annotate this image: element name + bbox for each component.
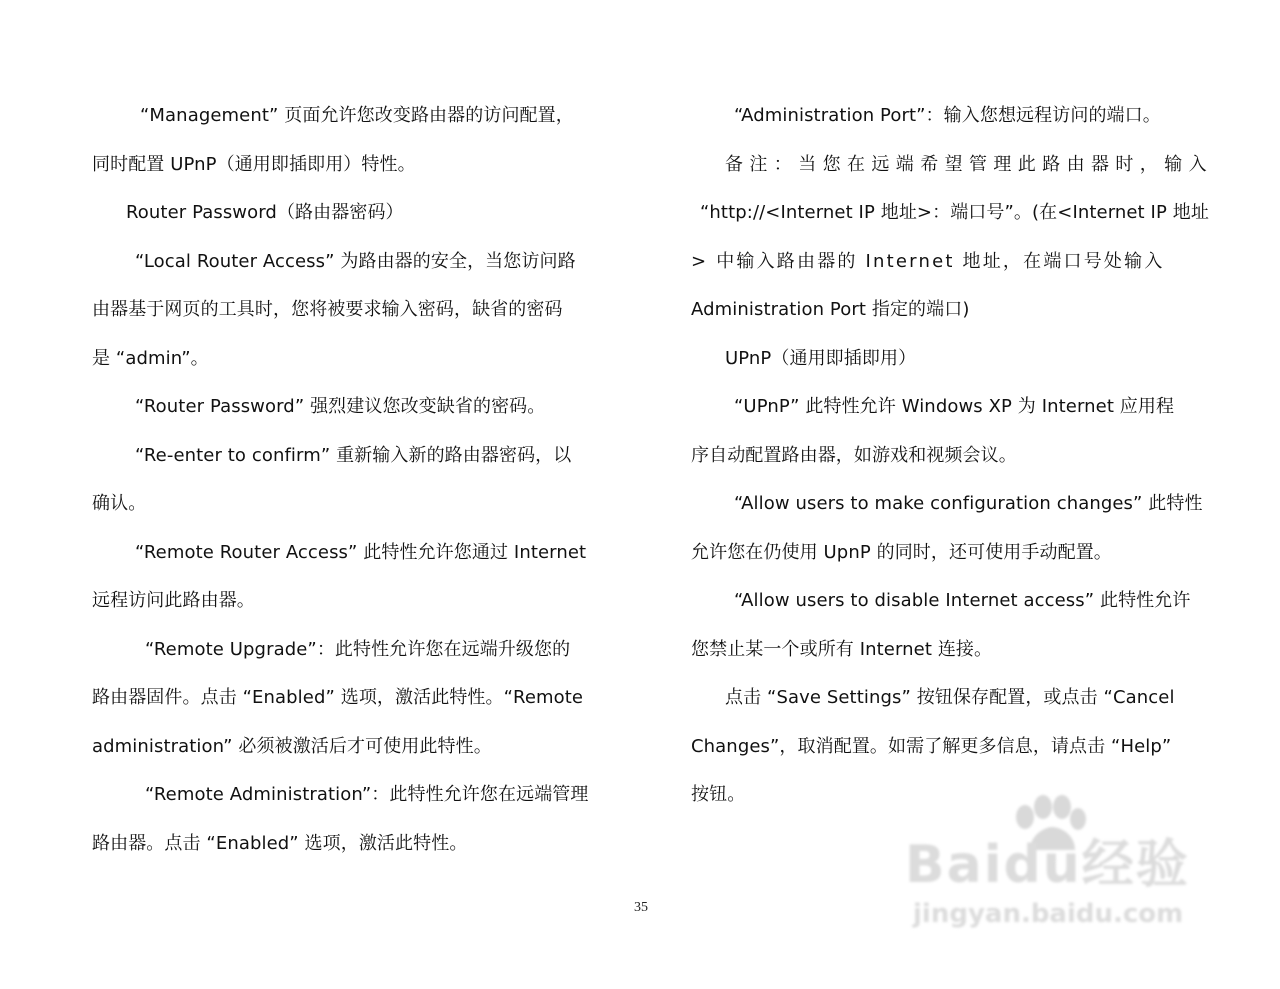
paragraph-line: “Router Password” 强烈建议您改变缺省的密码。 <box>135 396 546 417</box>
paragraph-line: 序自动配置路由器，如游戏和视频会议。 <box>691 445 1017 466</box>
paragraph-line: “Management” 页面允许您改变路由器的访问配置， <box>140 105 574 126</box>
paragraph-line: 按钮。 <box>691 784 746 805</box>
paragraph-line: “Remote Administration”：此特性允许您在远端管理 <box>145 784 589 805</box>
paragraph-line: “Local Router Access” 为路由器的安全，当您访问路 <box>135 251 576 272</box>
paragraph-line: Administration Port 指定的端口) <box>691 299 970 320</box>
paragraph-line: 允许您在仍使用 UpnP 的同时，还可使用手动配置。 <box>691 542 1112 563</box>
paragraph-line: 您禁止某一个或所有 Internet 连接。 <box>691 639 993 660</box>
paragraph-line: “UPnP” 此特性允许 Windows XP 为 Internet 应用程 <box>734 396 1175 417</box>
paragraph-line: “Allow users to disable Internet access” 此特性允许 <box>734 590 1191 611</box>
page-number: 35 <box>634 900 648 915</box>
paragraph-line: administration” 必须被激活后才可使用此特性。 <box>92 736 492 757</box>
baidu-watermark <box>905 795 1205 945</box>
section-heading: UPnP（通用即插即用） <box>725 348 917 369</box>
section-heading: Router Password（路由器密码） <box>126 202 404 223</box>
paragraph-line: 同时配置 UPnP（通用即插即用）特性。 <box>92 154 416 175</box>
paragraph-line: “Administration Port”：输入您想远程访问的端口。 <box>734 105 1161 126</box>
paragraph-line: Changes”，取消配置。如需了解更多信息，请点击 “Help” <box>691 736 1172 757</box>
watermark-url-text: jingyan.baidu.com <box>913 899 1184 929</box>
paragraph-line: “Re-enter to confirm” 重新输入新的路由器密码，以 <box>135 445 572 466</box>
paragraph-line: “http://<Internet IP 地址>：端口号”。(在<Internet IP 地址 <box>700 202 1209 223</box>
paragraph-line: “Allow users to make configuration changes” 此特性 <box>734 493 1203 514</box>
paragraph-line: “Remote Router Access” 此特性允许您通过 Internet <box>135 542 587 563</box>
paragraph-line: > 中输入路由器的 Internet 地址，在端口号处输入 <box>691 251 1165 272</box>
paragraph-line: 路由器固件。点击 “Enabled” 选项，激活此特性。“Remote <box>92 687 584 708</box>
paragraph-line: 是 “admin”。 <box>92 348 209 369</box>
paragraph-line: 由器基于网页的工具时，您将被要求输入密码，缺省的密码 <box>92 299 563 320</box>
paragraph-line: 路由器。点击 “Enabled” 选项，激活此特性。 <box>92 833 468 854</box>
paragraph-line: 远程访问此路由器。 <box>92 590 255 611</box>
paragraph-line: 备注：当您在远端希望管理此路由器时，输入 <box>725 154 1213 175</box>
paragraph-line: 确认。 <box>92 493 147 514</box>
watermark-logo-text: Baidu经验 <box>905 835 1190 895</box>
paragraph-line: 点击 “Save Settings” 按钮保存配置，或点击 “Cancel <box>725 687 1175 708</box>
paragraph-line: “Remote Upgrade”：此特性允许您在远端升级您的 <box>145 639 571 660</box>
